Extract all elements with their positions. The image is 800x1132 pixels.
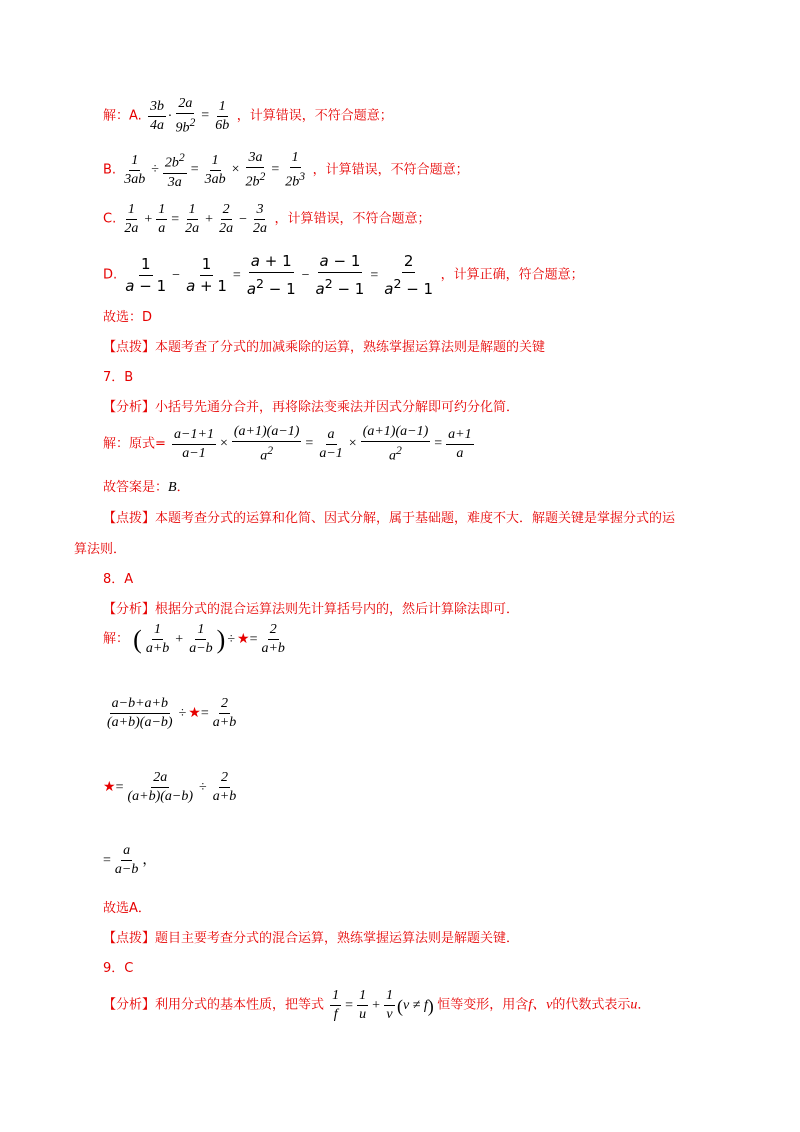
q8-step-1: 解： ( $\frac{1}{a+b}$ + $\frac{1}{a-b}$ ) ÷ ★= $\frac{2}{a+b}$ <box>103 622 289 657</box>
q6-option-d: D. $\frac{1}{a - 1}$ − $\frac{1}{a + 1}$ = $\frac{a + 1}{a^2 - 1}$ − $\frac{a - 1}{a^2 - 1}$ = $\frac{2}{a^2 - 1}$ ，计算正确，符合题意； <box>103 252 584 298</box>
q7-answer: 故答案是：B． <box>103 480 190 495</box>
q7-tip-1: 【点拨】本题考查分式的运算和化简、因式分解，属于基础题，难度不大．解题关键是掌握分式的运 <box>103 511 676 526</box>
q8-step-3 <box>103 770 240 805</box>
formula-a: $\frac{3b}{4a}$ · $\frac{2a}{9b^2}$ = $\frac{1}{6b}$ <box>149 96 230 136</box>
q6-tip: 【点拨】本题考查了分式的加减乘除的运算，熟练掌握运算法则是解题的关键 <box>103 340 546 355</box>
formula-d: $\frac{1}{a - 1}$ − $\frac{1}{a + 1}$ = $\frac{a + 1}{a^2 - 1}$ − $\frac{a - 1}{a^2 - 1}$ = $\frac{2}{a^2 - 1}$ <box>125 252 434 298</box>
q7-solution: 解：原式= $\frac{a-1+1}{a-1}$ × $\frac{(a+1)(a-1)}{a^2}$ = $\frac{a}{a-1}$ × $\frac{(a+1)(a-1)}{a^2}$ = $\frac{a+1}{a}$ <box>103 424 476 465</box>
q8-choose: 故选A． <box>103 901 151 916</box>
q6-option-b: B. $\frac{1}{3ab}$ ÷ $\frac{2b^2}{3a}$ = $\frac{1}{3ab}$ × $\frac{3a}{2b^2}$ = $\frac{1}{2b^3}$ ，计算错误，不符合题意； <box>103 150 469 190</box>
q8-step-4 <box>103 843 156 878</box>
formula-b: $\frac{1}{3ab}$ ÷ $\frac{2b^2}{3a}$ = $\frac{1}{3ab}$ × $\frac{3a}{2b^2}$ = $\frac{1}{2b^3}$ <box>124 150 306 190</box>
q6-choose: 故选：D <box>103 310 153 325</box>
q8-tip: 【点拨】题目主要考查分式的混合运算，熟练掌握运算法则是解题关键． <box>103 931 520 946</box>
q8-analysis: 【分析】根据分式的混合运算法则先计算括号内的，然后计算除法即可． <box>103 602 520 617</box>
q8-step-2 <box>103 696 240 731</box>
star-icon: ★ <box>188 705 201 721</box>
q9-analysis: 【分析】利用分式的基本性质，把等式 $\frac{1}{f}$ = $\frac{1}{u}$ + $\frac{1}{v}$ (v ≠ f) 恒等变形，用含f、v的代数式表示u． <box>103 988 651 1022</box>
q6-option-a: 解：A. $\frac{3b}{4a}$ · $\frac{2a}{9b^2}$ = $\frac{1}{6b}$ ，计算错误，不符合题意； <box>103 96 393 136</box>
star-icon: ★ <box>237 631 250 647</box>
formula-c: $\frac{1}{2a}$ + $\frac{1}{a}$ = $\frac{1}{2a}$ + $\frac{2}{2a}$ − $\frac{3}{2a}$ <box>124 202 267 236</box>
q7-tip-2: 算法则． <box>74 542 127 557</box>
formula-q8-3: ★= $\frac{2a}{(a+b)(a-b)}$ ÷ $\frac{2}{a+b}$ <box>103 770 237 804</box>
q6-option-c: C. $\frac{1}{2a}$ + $\frac{1}{a}$ = $\frac{1}{2a}$ + $\frac{2}{2a}$ − $\frac{3}{2a}$ ，计算错误，不符合题意； <box>103 202 431 236</box>
formula-q8-4: = $\frac{a}{a-b}$ ， <box>103 843 157 877</box>
q8-number: 8．A <box>103 572 134 587</box>
star-icon: ★ <box>103 779 116 795</box>
formula-q8-2: $\frac{a-b+a+b}{(a+b)(a-b)}$ ÷ ★= $\frac{2}{a+b}$ <box>107 696 237 730</box>
formula-q7: $\frac{a-1+1}{a-1}$ × $\frac{(a+1)(a-1)}{a^2}$ = $\frac{a}{a-1}$ × $\frac{(a+1)(a-1)}{a^2}$ = $\frac{a+1}{a}$ <box>174 424 472 464</box>
q7-analysis: 【分析】小括号先通分合并，再将除法变乘法并因式分解即可约分化简． <box>103 400 520 415</box>
q7-number: 7．B <box>103 370 134 385</box>
formula-q9: $\frac{1}{f}$ = $\frac{1}{u}$ + $\frac{1}{v}$ (v ≠ f) <box>332 988 434 1022</box>
formula-q8-1: ( $\frac{1}{a+b}$ + $\frac{1}{a-b}$ ) ÷ ★= $\frac{2}{a+b}$ <box>133 622 285 656</box>
q9-number: 9．C <box>103 961 134 976</box>
